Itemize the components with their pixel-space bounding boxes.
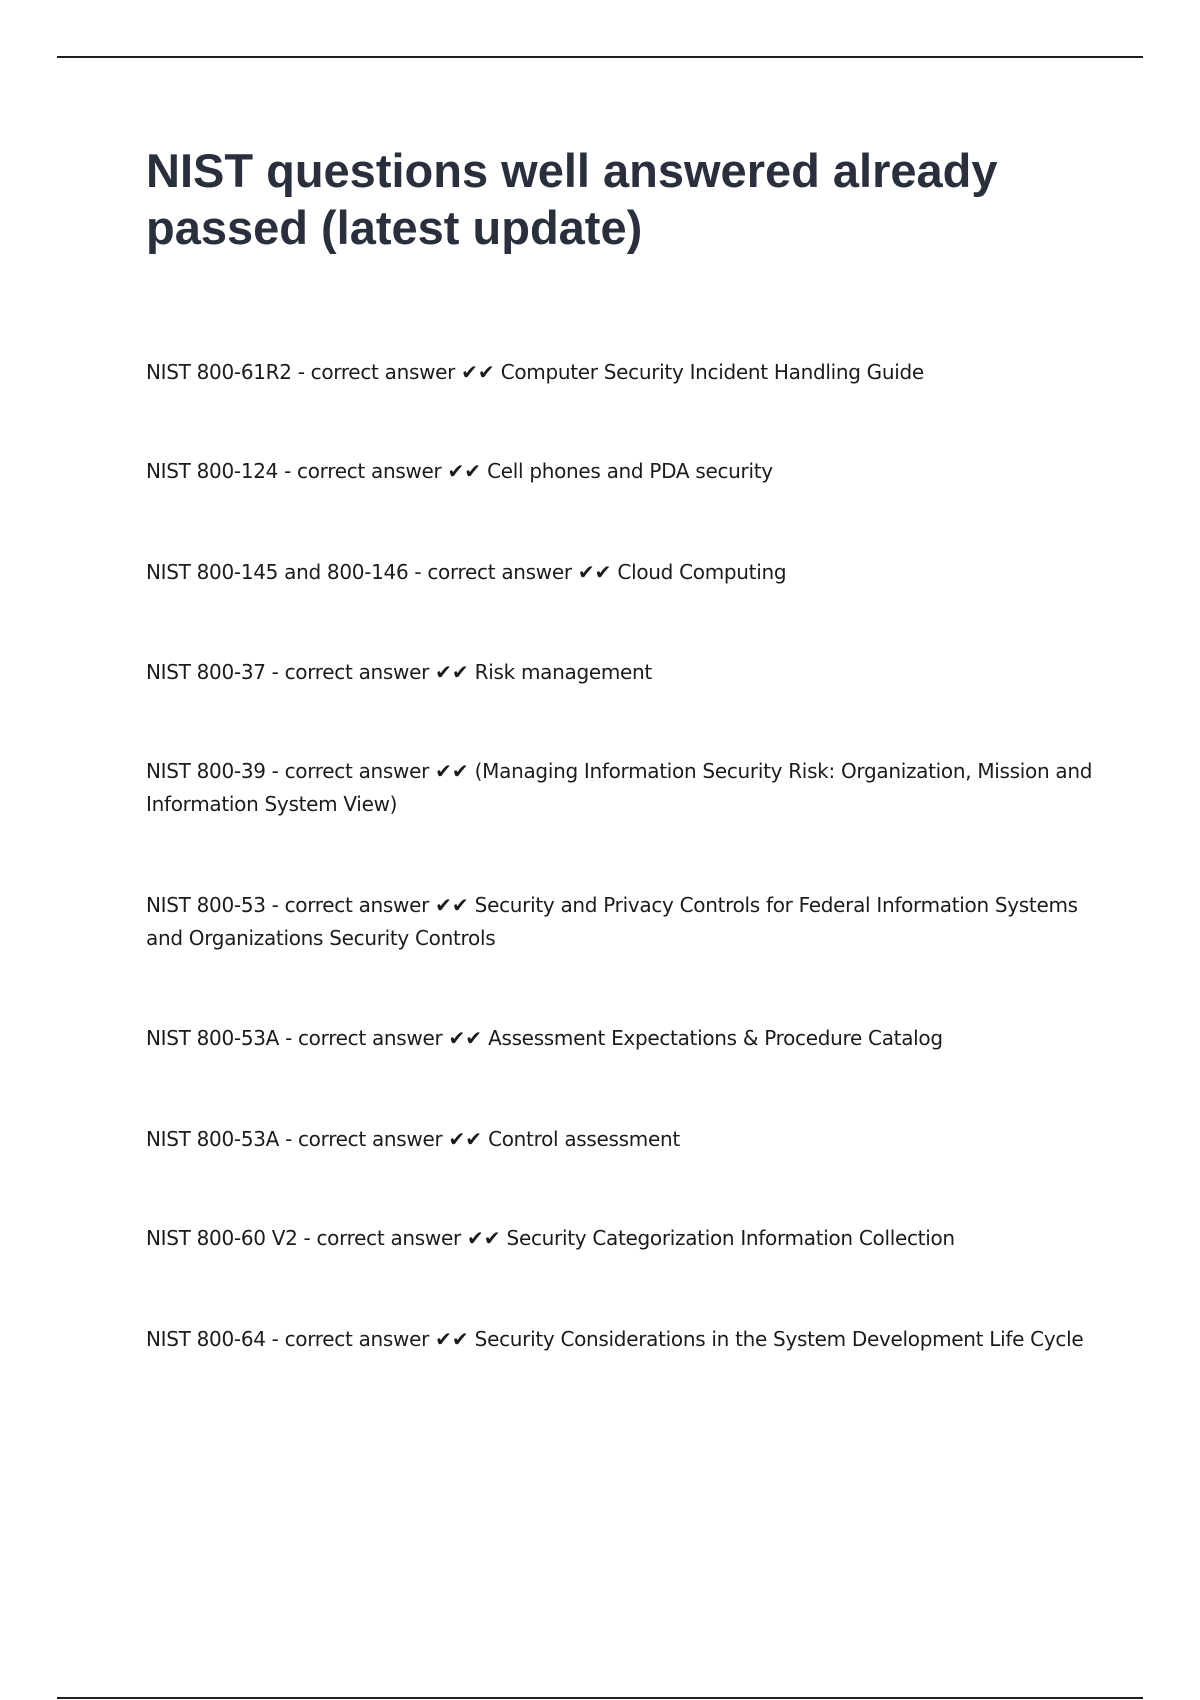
qa-entry [146,1022,1106,1055]
entry-marker: correct answer [297,1026,443,1050]
entry-answer: Risk management [474,660,652,684]
entry-marker: correct answer [297,459,442,483]
double-check-icon: ✔✔ [461,360,495,384]
entry-marker: correct answer [297,1127,443,1151]
double-check-icon: ✔✔ [435,759,469,783]
double-check-icon: ✔✔ [466,1226,501,1250]
entry-marker: correct answer [284,660,430,684]
bottom-rule [57,1697,1143,1699]
entry-separator: - [303,1226,311,1250]
entry-marker: correct answer [284,1327,430,1351]
entry-separator: - [285,1026,292,1050]
double-check-icon: ✔✔ [577,560,612,584]
entry-term: NIST 800-145 and 800-146 [146,560,409,584]
entry-answer: Computer Security Incident Handling Guide [500,360,924,384]
entry-marker: correct answer [427,560,572,584]
entry-term: NIST 800-39 [146,759,266,783]
entry-answer: Security Considerations in the System Development Life Cycle [474,1327,1084,1351]
entry-term: NIST 800-53A [146,1026,280,1050]
qa-entry [146,556,1106,589]
entry-separator: - [285,1127,292,1151]
qa-entry [146,889,1106,955]
entry-marker: correct answer [284,893,430,917]
document-title: NIST questions well answered already passed (latest update) [146,144,998,254]
entry-term: NIST 800-60 V2 [146,1226,298,1250]
qa-entry [146,1123,1106,1156]
entry-marker: correct answer [310,360,456,384]
entry-term: NIST 800-124 [146,459,279,483]
entry-term: NIST 800-64 [146,1327,266,1351]
entry-separator: - [284,459,292,483]
qa-entry [146,656,1106,689]
entry-answer: Security Categorization Information Collection [506,1226,955,1250]
entry-separator: - [297,360,305,384]
double-check-icon: ✔✔ [448,1127,482,1151]
entry-term: NIST 800-37 [146,660,266,684]
entry-separator: - [414,560,422,584]
entry-answer: (Managing Information Security Risk: Organization, Mission and Information System View) [146,759,1093,816]
double-check-icon: ✔✔ [447,459,482,483]
double-check-icon: ✔✔ [448,1026,482,1050]
entry-separator: - [271,759,279,783]
top-rule [57,56,1143,58]
qa-entry [146,1323,1106,1356]
qa-entry [146,455,1106,488]
entry-answer: Assessment Expectations & Procedure Catalog [488,1026,943,1050]
entry-answer: Cell phones and PDA security [487,459,773,483]
entry-answer: Cloud Computing [617,560,787,584]
qa-entry [146,356,1106,389]
entry-separator: - [271,893,279,917]
double-check-icon: ✔✔ [435,1327,469,1351]
qa-entry [146,755,1106,821]
entry-term: NIST 800-61R2 [146,360,292,384]
double-check-icon: ✔✔ [435,893,469,917]
entry-term: NIST 800-53 [146,893,266,917]
entry-marker: correct answer [284,759,430,783]
entry-separator: - [271,660,279,684]
qa-entry [146,1222,1106,1255]
entry-term: NIST 800-53A [146,1127,280,1151]
entry-answer: Control assessment [488,1127,680,1151]
entry-answer: Security and Privacy Controls for Federal Information Systems and Organizations Security Controls [146,893,1078,950]
entry-marker: correct answer [316,1226,461,1250]
double-check-icon: ✔✔ [435,660,469,684]
entry-separator: - [271,1327,279,1351]
